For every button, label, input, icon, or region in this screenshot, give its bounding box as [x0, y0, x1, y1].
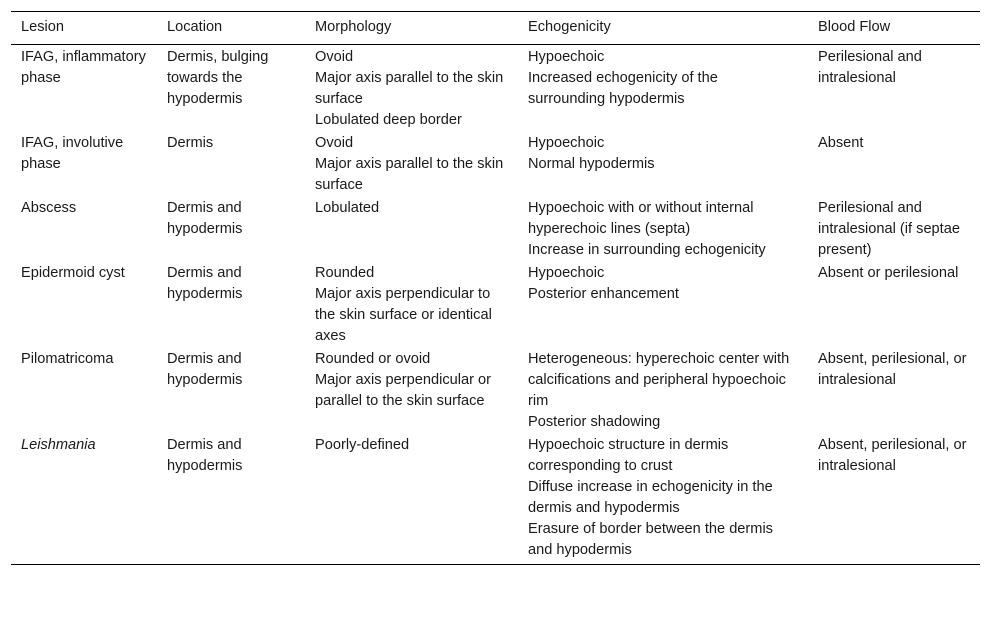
cell-morphology [305, 131, 518, 196]
morphology-line: Rounded [315, 265, 375, 281]
echogenicity-line: Diffuse increase in echogenicity in the dermis and hypodermis [528, 479, 773, 516]
echogenicity-line: Posterior enhancement [528, 286, 679, 302]
echogenicity-line: Increase in surrounding echogenicity [528, 242, 766, 258]
cell-morphology [305, 45, 518, 132]
echogenicity-line: Normal hypodermis [528, 156, 655, 172]
echogenicity-line: Posterior shadowing [528, 414, 661, 430]
morphology-line: Ovoid [315, 135, 354, 151]
morphology-line: Major axis perpendicular or parallel to the skin surface [315, 372, 492, 409]
header-echogenicity: Echogenicity [518, 12, 808, 45]
morphology-line: Poorly-defined [315, 437, 410, 453]
cell-lesion: IFAG, involutive phase [21, 135, 124, 172]
echogenicity-line: Hypoechoic structure in dermis corresponding to crust [528, 437, 729, 474]
cell-location: Dermis, bulging towards the hypodermis [167, 49, 269, 107]
cell-lesion: Pilomatricoma [21, 351, 114, 367]
lesion-comparison-table [11, 11, 980, 565]
morphology-line: Ovoid [315, 49, 354, 65]
table-container [11, 11, 980, 565]
cell-echogenicity [518, 261, 808, 347]
cell-echogenicity [518, 433, 808, 565]
cell-lesion: Leishmania [11, 433, 157, 565]
cell-blood-flow: Perilesional and intralesional [818, 49, 922, 86]
morphology-line: Rounded or ovoid [315, 351, 431, 367]
morphology-line: Lobulated deep border [315, 112, 462, 128]
cell-location: Dermis and hypodermis [167, 265, 243, 302]
morphology-line: Major axis perpendicular to the skin surface or identical axes [315, 286, 492, 344]
cell-morphology [305, 347, 518, 433]
cell-echogenicity [518, 347, 808, 433]
table-row [11, 347, 980, 433]
table-row [11, 261, 980, 347]
echogenicity-line: Hypoechoic with or without internal hyperechoic lines (septa) [528, 200, 754, 237]
cell-location: Dermis [167, 135, 214, 151]
cell-blood-flow: Absent, perilesional, or intralesional [808, 433, 980, 565]
cell-location: Dermis and hypodermis [167, 200, 243, 237]
morphology-line: Major axis parallel to the skin surface [315, 156, 504, 193]
table-row [11, 45, 980, 132]
cell-morphology [305, 261, 518, 347]
header-location: Location [157, 12, 305, 45]
echogenicity-line: Erasure of border between the dermis and hypodermis [528, 521, 773, 558]
cell-morphology [305, 196, 518, 261]
cell-blood-flow: Absent [818, 135, 864, 151]
header-row [11, 12, 980, 45]
header-lesion: Lesion [11, 12, 157, 45]
header-morphology: Morphology [305, 12, 518, 45]
table-row [11, 433, 980, 565]
table-row [11, 131, 980, 196]
echogenicity-line: Heterogeneous: hyperechoic center with calcifications and peripheral hypoechoic rim [528, 351, 790, 409]
table-row [11, 196, 980, 261]
echogenicity-line: Hypoechoic [528, 265, 605, 281]
cell-lesion: Abscess [21, 200, 77, 216]
morphology-line: Lobulated [315, 200, 380, 216]
cell-echogenicity [518, 131, 808, 196]
cell-lesion: IFAG, inflammatory phase [21, 49, 146, 86]
cell-blood-flow: Absent, perilesional, or intralesional [818, 351, 967, 388]
cell-location: Dermis and hypodermis [167, 351, 243, 388]
header-blood-flow: Blood Flow [808, 12, 980, 45]
echogenicity-line: Increased echogenicity of the surrounding hypodermis [528, 70, 718, 107]
cell-echogenicity [518, 45, 808, 132]
cell-location: Dermis and hypodermis [157, 433, 305, 565]
cell-blood-flow: Perilesional and intralesional (if septae present) [818, 200, 960, 258]
cell-morphology [305, 433, 518, 565]
cell-blood-flow: Absent or perilesional [818, 265, 959, 281]
cell-echogenicity [518, 196, 808, 261]
echogenicity-line: Hypoechoic [528, 49, 605, 65]
echogenicity-line: Hypoechoic [528, 135, 605, 151]
cell-lesion: Epidermoid cyst [21, 265, 125, 281]
morphology-line: Major axis parallel to the skin surface [315, 70, 504, 107]
